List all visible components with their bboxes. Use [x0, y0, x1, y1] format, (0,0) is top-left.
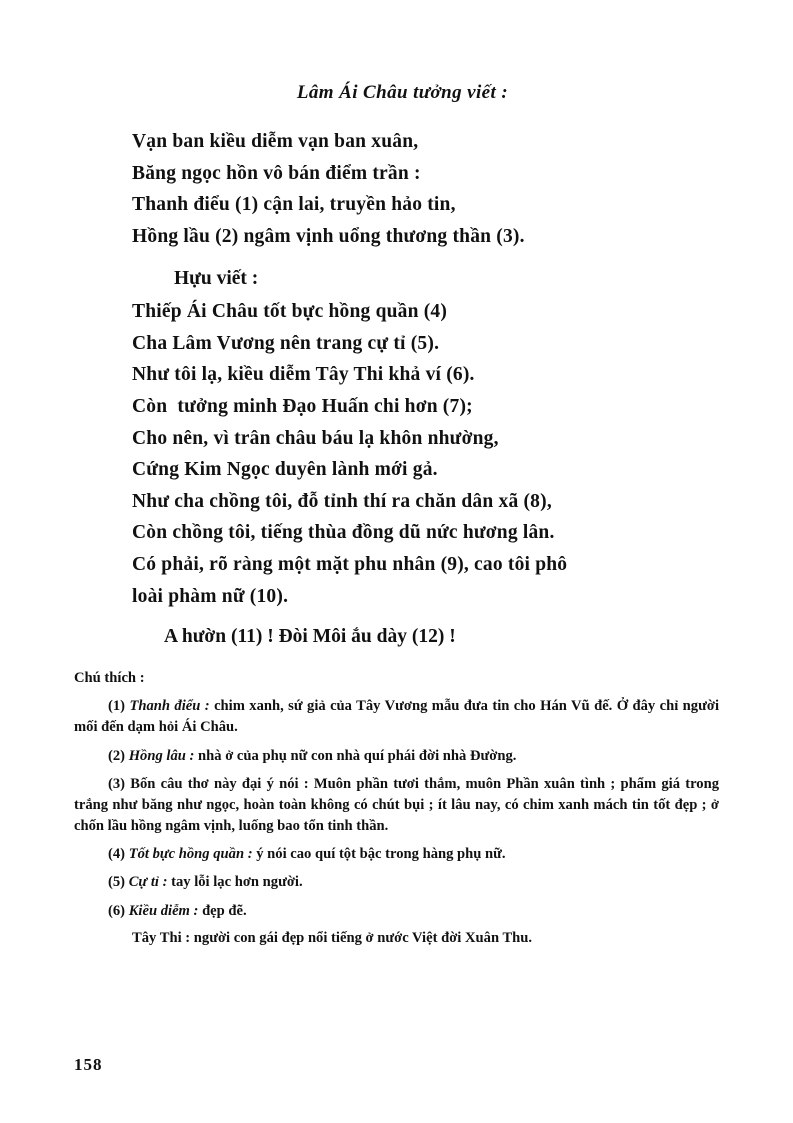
footnote-number: (6): [108, 902, 126, 919]
verse-line: Hồng lầu (2) ngâm vịnh uổng thương thần (3).: [132, 225, 525, 247]
footnote-text: đẹp đẽ.: [198, 902, 247, 919]
footnote-item: [74, 872, 719, 893]
footnote-item: [74, 746, 719, 767]
footnote-term: Cự tỉ :: [128, 874, 168, 891]
verse-line: Như tôi lạ, kiều diễm Tây Thi khả ví (6).: [132, 364, 475, 386]
footnote-text: chim xanh, sứ giả của Tây Vương mẫu đưa tin cho Hán Vũ đế. Ở đây chỉ người mối đến dạm hỏi Ái Châu.: [74, 698, 719, 736]
verse-line: Còn chồng tôi, tiếng thùa đồng dũ nức hương lân.: [132, 522, 555, 544]
verse-line-runover: loài phàm nữ (10).: [132, 585, 289, 607]
verse-line: Như cha chồng tôi, đỗ tỉnh thí ra chăn dân xã (8),: [132, 490, 552, 512]
footnote-number: (4): [108, 846, 126, 863]
verse-line: Cha Lâm Vương nên trang cự tỉ (5).: [132, 332, 440, 354]
verse-line: Băng ngọc hồn vô bán điểm trần :: [132, 162, 421, 184]
verse-line: Còn tưởng minh Đạo Huấn chi hơn (7);: [132, 396, 473, 418]
footnote-term: Tây Thi :: [132, 929, 191, 946]
footnote-text: ý nói cao quí tột bậc trong hàng phụ nữ.: [252, 846, 506, 863]
footnote-text: người con gái đẹp nổi tiếng ở nước Việt đời Xuân Thu.: [190, 929, 533, 946]
footnote-subitem: [74, 928, 719, 949]
verse-block-second: [74, 296, 719, 612]
footnote-item: [74, 774, 719, 837]
footnote-item: [74, 696, 719, 738]
verse-line: Cứng Kim Ngọc duyên lành mới gả.: [132, 459, 438, 481]
footnote-number: (1): [108, 698, 126, 715]
verse-line: Cho nên, vì trân châu báu lạ khôn nhường,: [132, 427, 499, 449]
footnote-text: nhà ở của phụ nữ con nhà quí phái đời nhà Đường.: [194, 747, 517, 764]
footnote-term: Kiều diễm :: [128, 902, 199, 919]
footnote-number: (5): [108, 874, 126, 891]
footnotes-section: [74, 668, 719, 949]
footnote-number: (2): [108, 747, 126, 764]
page-title: Lâm Ái Châu tưởng viết :: [296, 82, 509, 103]
footnote-item: [74, 844, 719, 865]
footnote-item: [74, 901, 719, 922]
footnote-term: Hồng lâu :: [128, 747, 195, 764]
footnotes-title: Chú thích :: [74, 670, 145, 687]
verse-subheading: Hựu viết :: [174, 268, 259, 290]
verse-block-first: [74, 126, 719, 252]
page-number: 158: [74, 1055, 103, 1074]
verse-line: Có phải, rõ ràng một mặt phu nhân (9), cao tôi phô: [132, 553, 568, 575]
footnote-number: (3): [108, 775, 126, 792]
footnote-text: tay lỗi lạc hơn người.: [167, 874, 303, 891]
verse-line: Thiếp Ái Châu tốt bực hồng quần (4): [132, 301, 448, 323]
footnote-text: Bốn câu thơ này đại ý nói : Muôn phần tươi thắm, muôn Phần xuân tình ; phẩm giá trong trắng như băng như ngọc, hoàn toàn không có chút bụi ; ít lâu nay, có chim xanh mách tin tốt đẹp ; ở chốn lầu hồng ngâm vịnh, luống bao tổn tinh thần.: [74, 775, 719, 835]
footnote-term: Thanh điểu :: [129, 698, 210, 715]
closing-line: A hườn (11) ! Đòi Môi ắu dày (12) !: [164, 626, 456, 648]
verse-line: Vạn ban kiều diễm vạn ban xuân,: [132, 131, 419, 152]
footnote-term: Tốt bực hồng quần :: [128, 846, 253, 863]
verse-line: Thanh điểu (1) cận lai, truyền hảo tin,: [132, 194, 456, 216]
